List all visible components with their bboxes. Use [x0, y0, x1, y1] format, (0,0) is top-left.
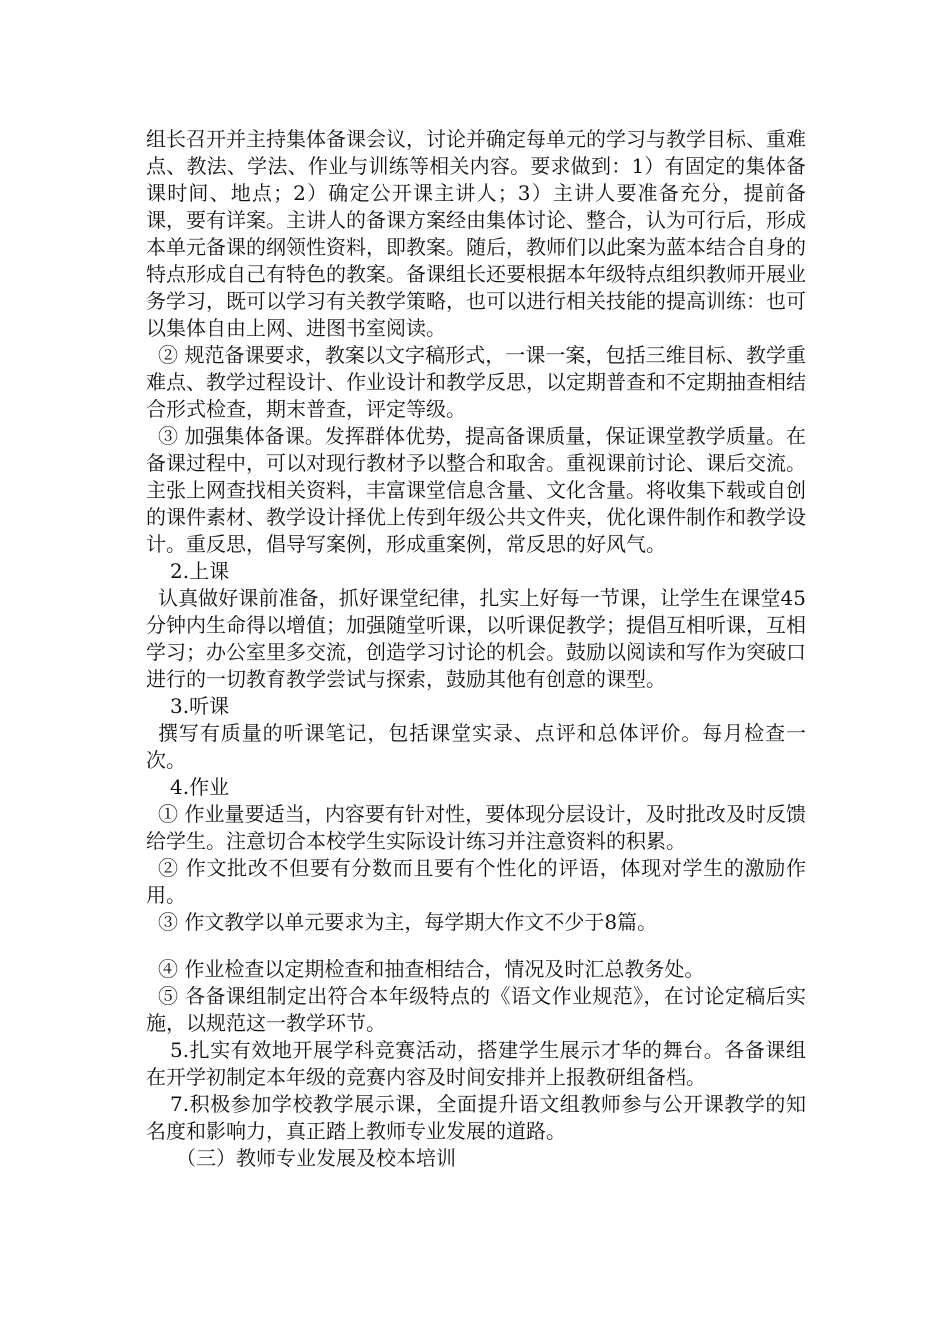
paragraph-lesson-plan-standards: ② 规范备课要求，教案以文字稿形式，一课一案，包括三维目标、教学重难点、教学过程设计、作业设计和教学反思，以定期普查和不定期抽查相结合形式检查，期末普查，评定等级。: [146, 343, 806, 421]
heading-teaching: 2.上课: [170, 559, 230, 583]
paragraph-homework-5: ⑤ 各备课组制定出符合本年级特点的《语文作业规范》，在讨论定稿后实施，以规范这一教学环节。: [146, 984, 806, 1035]
paragraph-competitions: 5.扎实有效地开展学科竞赛活动，搭建学生展示才华的舞台。各备课组在开学初制定本年级的竞赛内容及时间安排并上报教研组备档。: [146, 1038, 806, 1089]
paragraph-teaching: 认真做好课前准备，抓好课堂纪律，扎实上好每一节课，让学生在课堂45分钟内生命得以增值；加强随堂听课，以听课促教学；提倡互相听课，互相学习；办公室里多交流，创造学习讨论的机会。鼓励以阅读和写作为突破口进行的一切教育教学尝试与探索，鼓励其他有创意的课型。: [146, 586, 806, 691]
paragraph-demonstration-lessons: 7.积极参加学校教学展示课，全面提升语文组教师参与公开课教学的知名度和影响力，真正踏上教师专业发展的道路。: [146, 1092, 806, 1143]
paragraph-collective-lesson-prep: 组长召开并主持集体备课会议，讨论并确定每单元的学习与教学目标、重难点、教法、学法、作业与训练等相关内容。要求做到：1）有固定的集体备课时间、地点；2）确定公开课主讲人；3）主讲人要准备充分，提前备课，要有详案。主讲人的备课方案经由集体讨论、整合，认为可行后，形成本单元备课的纲领性资料，即教案。随后，教师们以此案为蓝本结合自身的特点形成自己有特色的教案。备课组长还要根据本年级特点组织教师开展业务学习，既可以学习有关教学策略，也可以进行相关技能的提高训练：也可以集体自由上网、进图书室阅读。: [146, 127, 806, 340]
blank-line: [146, 936, 806, 956]
heading-lesson-observation: 3.听课: [170, 694, 230, 718]
heading-section-three: （三）教师专业发展及校本培训: [176, 1146, 456, 1170]
paragraph-strengthen-collective-prep: ③ 加强集体备课。发挥群体优势，提高备课质量，保证课堂教学质量。在备课过程中，可以对现行教材予以整合和取舍。重视课前讨论、课后交流。主张上网查找相关资料，丰富课堂信息含量、文化含量。将收集下载或自创的课件素材、教学设计择优上传到年级公共文件夹，优化课件制作和教学设计。重反思，倡导写案例，形成重案例，常反思的好风气。: [146, 424, 806, 556]
paragraph-homework-1: ① 作业量要适当，内容要有针对性，要体现分层设计，及时批改及时反馈给学生。注意切合本校学生实际设计练习并注意资料的积累。: [146, 802, 806, 853]
paragraph-lesson-observation: 撰写有质量的听课笔记，包括课堂实录、点评和总体评价。每月检查一次。: [146, 721, 806, 772]
document-body: [146, 126, 806, 1172]
paragraph-homework-2: ② 作文批改不但要有分数而且要有个性化的评语，体现对学生的激励作用。: [146, 856, 806, 907]
paragraph-homework-3: ③ 作文教学以单元要求为主，每学期大作文不少于8篇。: [158, 910, 658, 934]
heading-homework: 4.作业: [170, 775, 230, 799]
paragraph-homework-4: ④ 作业检查以定期检查和抽查相结合，情况及时汇总教务处。: [158, 957, 705, 981]
